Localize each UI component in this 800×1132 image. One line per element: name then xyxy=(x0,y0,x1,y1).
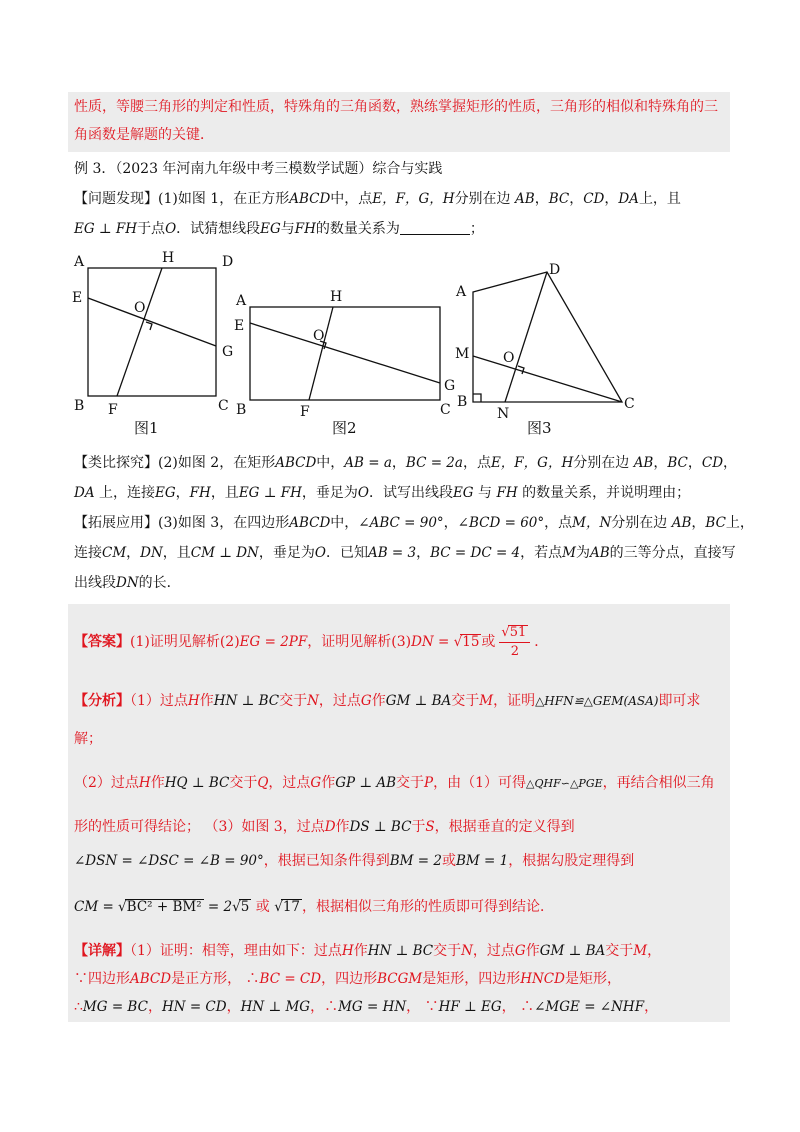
q3-tag: 【拓展应用】 xyxy=(74,515,158,531)
fig3-label-c: C xyxy=(624,396,635,412)
fig2-label-f: F xyxy=(300,404,310,420)
figure-3 xyxy=(473,272,622,402)
intro-line-1: 性质，等腰三角形的判定和性质，特殊角的三角函数，熟练掌握矩形的性质，三角形的相似和特殊角的三 xyxy=(74,99,718,115)
fig1-caption: 图1 xyxy=(134,419,159,437)
analysis-line-1: 【分析】（1）过点H作HN ⊥ BC交于N，过点G作GM ⊥ BA交于M，证明△HFN≌△GEM(ASA)即可求 xyxy=(74,693,701,709)
fig2-label-c: C xyxy=(440,402,451,418)
fig2-label-h: H xyxy=(330,289,343,305)
question-2-line-1: 【类比探究】(2)如图 2，在矩形ABCD中，AB = a，BC = 2a，点E，F，G，H分别在边 AB，BC，CD， xyxy=(74,455,738,471)
fig1-label-c: C xyxy=(218,398,229,414)
fig2-label-g: G xyxy=(444,378,456,394)
fig3-caption: 图3 xyxy=(527,419,552,437)
figure-2 xyxy=(250,307,440,400)
square-abcd: ABCD xyxy=(289,191,331,207)
fig1-label-g: G xyxy=(222,344,234,360)
question-3-line-1: 【拓展应用】(3)如图 3，在四边形ABCD中，∠ABC = 90°，∠BCD = 60°，点M，N分别在边 AB，BC上， xyxy=(74,515,754,531)
figures xyxy=(0,240,800,445)
fig2-label-e: E xyxy=(234,318,245,334)
fig1-label-e: E xyxy=(72,290,83,306)
fig3-label-o: O xyxy=(503,350,515,366)
fig3-label-a: A xyxy=(456,284,467,300)
analysis-line-2: 解； xyxy=(74,731,102,747)
fig1-label-h: H xyxy=(162,250,175,266)
fig2-label-a: A xyxy=(236,293,247,309)
analysis-tag: 【分析】 xyxy=(74,693,130,709)
fig3-label-n: N xyxy=(497,406,510,422)
analysis-line-4: 形的性质可得结论； （3）如图 3，过点D作DS ⊥ BC于S，根据垂直的定义得到 xyxy=(74,819,575,835)
analysis-line-3: （2）过点H作HQ ⊥ BC交于Q，过点G作GP ⊥ AB交于P，由（1）可得△QHF∽△PGE，再结合相似三角 xyxy=(74,775,715,791)
intro-line-2: 角函数是解题的关键． xyxy=(74,127,214,143)
fig3-label-d: D xyxy=(549,262,561,278)
question-1-line-1: 【问题发现】(1)如图 1，在正方形ABCD中，点E，F，G，H分别在边 AB，BC，CD，DA上，且 xyxy=(74,191,681,207)
answer-line: 【答案】(1)证明见解析(2)EG = 2PF，证明见解析(3)DN = √15 或 $\frac{√51}{2}$ ． xyxy=(74,624,549,659)
analysis-line-5: ∠DSN = ∠DSC = ∠B = 90°，根据已知条件得到BM = 2或BM = 1，根据勾股定理得到 xyxy=(74,853,635,869)
question-1-line-2: EG ⊥ FH于点O．试猜想线段EG与FH的数量关系为 ； xyxy=(74,221,484,237)
q1-tag: 【问题发现】 xyxy=(74,191,158,207)
fig2-caption: 图2 xyxy=(332,419,357,437)
example-title: 例 3．（2023 年河南九年级中考三模数学试题）综合与实践 xyxy=(74,161,443,177)
question-2-line-2: DA 上，连接EG，FH，且EG ⊥ FH，垂足为O．试写出线段EG 与 FH 的数量关系，并说明理由； xyxy=(74,485,691,501)
fig2-label-b: B xyxy=(236,402,247,418)
fig1-label-f: F xyxy=(108,402,118,418)
fig1-label-a: A xyxy=(74,254,85,270)
detail-line-2: ∵四边形ABCD是正方形， ∴BC = CD，四边形BCGM是矩形，四边形HNCD是矩形， xyxy=(74,971,621,987)
fig1-label-d: D xyxy=(222,254,234,270)
answer-blank xyxy=(400,220,470,235)
fig3-label-b: B xyxy=(457,394,468,410)
question-3-line-2: 连接CM，DN，且CM ⊥ DN，垂足为O．已知AB = 3，BC = DC = 4，若点M为AB的三等分点，直接写 xyxy=(74,545,736,561)
answer-tag: 【答案】 xyxy=(74,634,130,650)
analysis-line-6: CM = √BC² + BM² = 2√5 或 √17 ，根据相似三角形的性质即可得到结论． xyxy=(74,899,555,915)
figure-1 xyxy=(88,268,216,396)
fig3-label-m: M xyxy=(455,346,470,362)
detail-line-3: ∴MG = BC，HN = CD，HN ⊥ MG，∴MG = HN， ∵HF ⊥ EG， ∴∠MGE = ∠NHF， xyxy=(74,999,659,1015)
fig1-label-o: O xyxy=(134,300,146,316)
detail-line-1: 【详解】（1）证明：相等，理由如下：过点H作HN ⊥ BC交于N，过点G作GM ⊥ BA交于M， xyxy=(74,943,662,959)
detail-tag: 【详解】 xyxy=(74,943,130,959)
q2-tag: 【类比探究】 xyxy=(74,455,158,471)
fig1-label-b: B xyxy=(74,398,85,414)
question-3-line-3: 出线段DN的长． xyxy=(74,575,181,591)
fig2-label-o: O xyxy=(313,328,325,344)
